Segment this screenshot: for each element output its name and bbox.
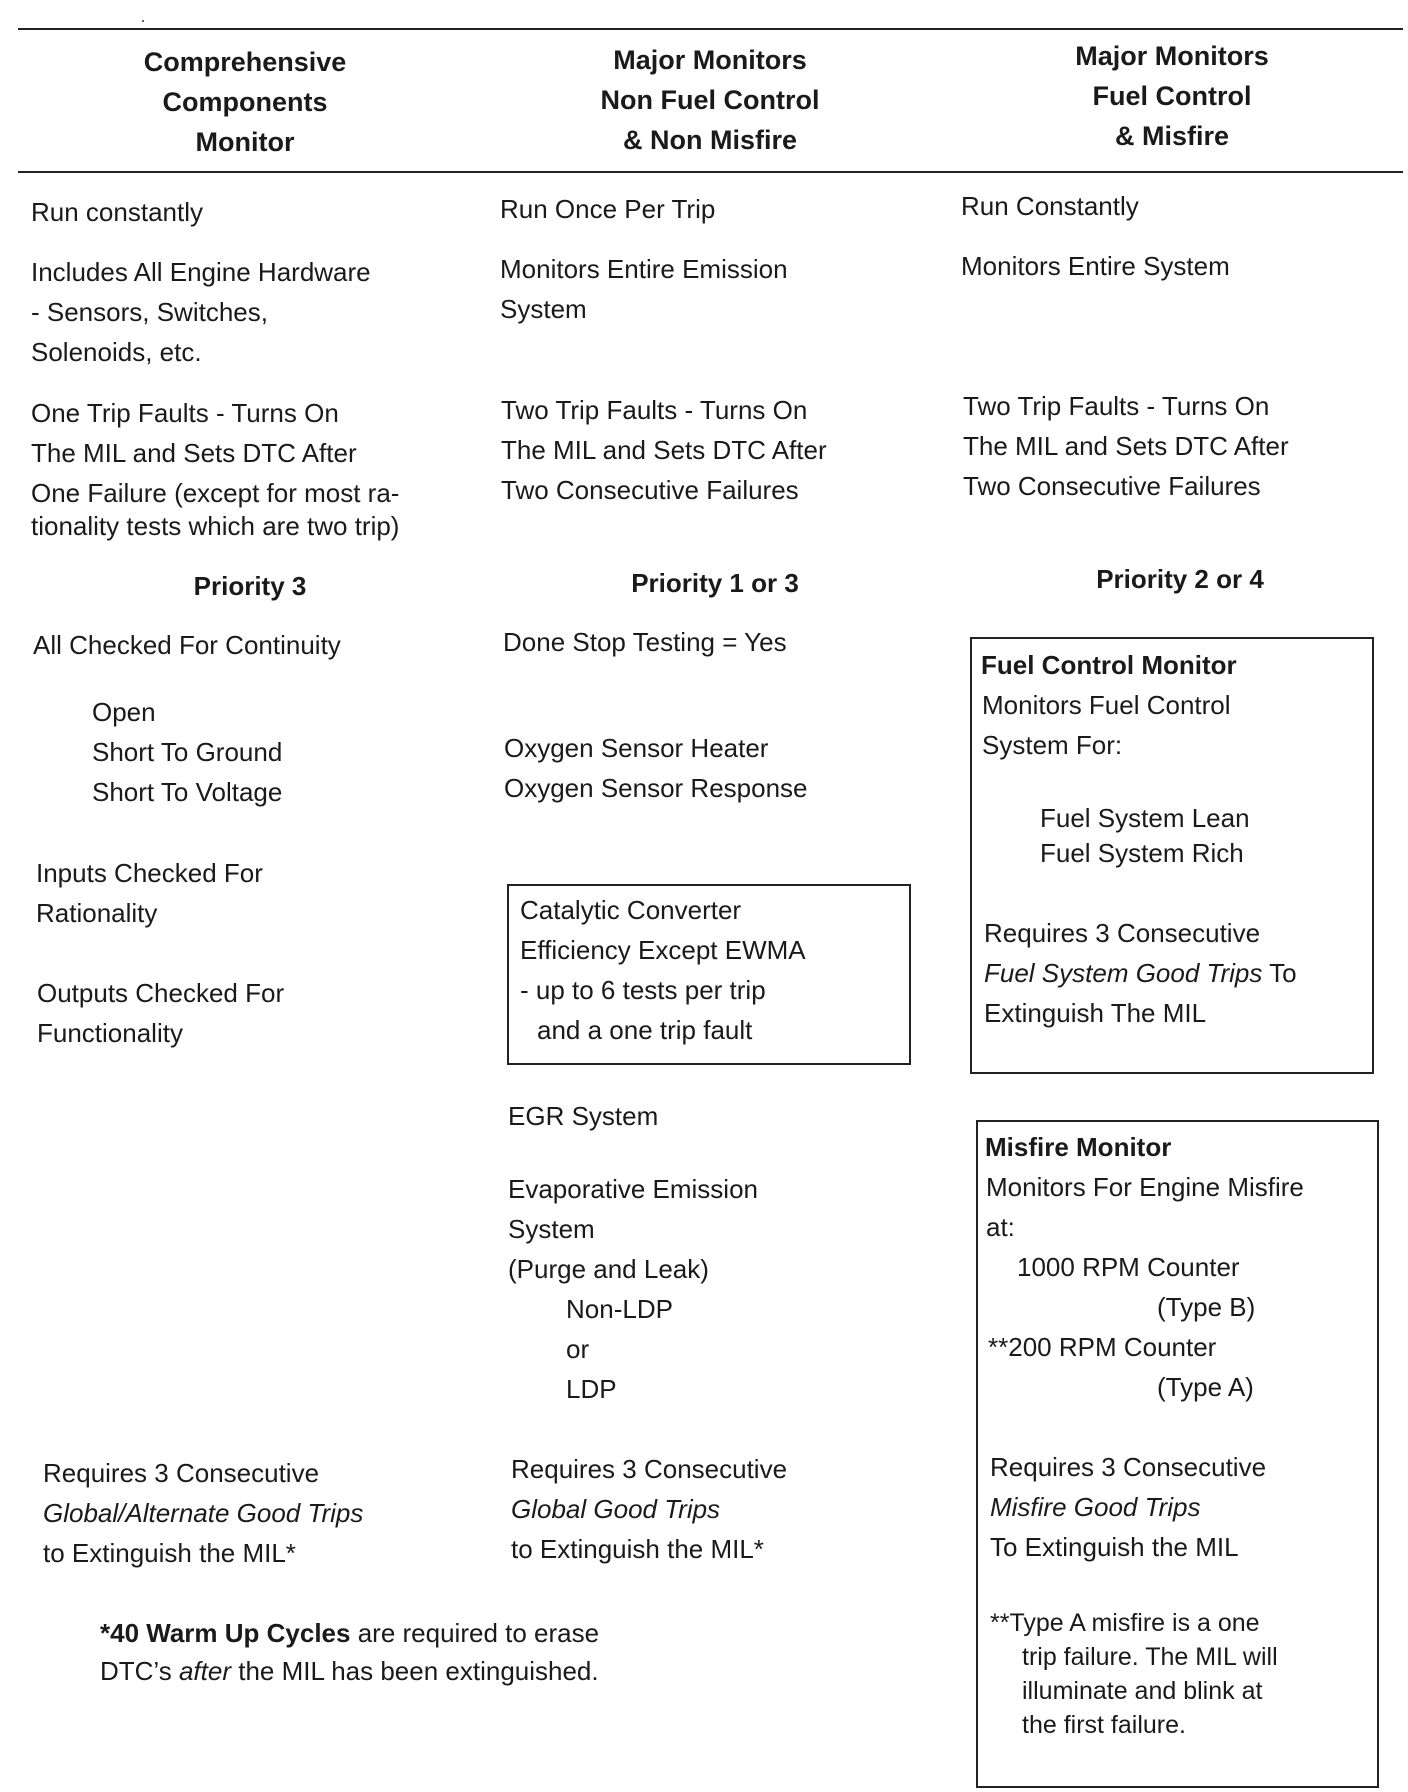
- col2-evap-1: Evaporative Emission: [508, 1174, 758, 1204]
- header-col1-line3: Monitor: [195, 127, 295, 157]
- col2-run: Run Once Per Trip: [500, 194, 716, 224]
- col1-faults-4: tionality tests which are two trip): [31, 511, 400, 541]
- fuel-box-req2-italic: Fuel System Good Trips: [984, 958, 1263, 988]
- col1-short-voltage: Short To Voltage: [92, 777, 283, 807]
- misfire-req2: Misfire Good Trips: [990, 1492, 1201, 1522]
- footnote-rest1: are required to erase: [350, 1618, 600, 1648]
- header-col3-line1: Major Monitors: [1075, 41, 1269, 71]
- header-col1-line2: Components: [162, 87, 328, 117]
- header-col2: [535, 40, 885, 160]
- col3-monitors: Monitors Entire System: [961, 251, 1230, 281]
- col3-run: Run Constantly: [961, 191, 1139, 221]
- col1-short-ground: Short To Ground: [92, 737, 283, 767]
- col1-includes-2: - Sensors, Switches,: [31, 297, 268, 327]
- fuel-box-req2: [984, 953, 1297, 993]
- col1-priority: Priority 3: [193, 571, 307, 601]
- header-col2-line3: & Non Misfire: [622, 125, 797, 155]
- col1-faults-1: One Trip Faults - Turns On: [31, 398, 339, 428]
- col1-open: Open: [92, 697, 156, 727]
- col2-requires-1: Requires 3 Consecutive: [511, 1454, 788, 1484]
- header-col3: [997, 36, 1347, 156]
- misfire-box-title: Misfire Monitor: [985, 1132, 1172, 1162]
- col2-priority: Priority 1 or 3: [631, 568, 799, 598]
- footnote-bold: *40 Warm Up Cycles: [100, 1618, 351, 1648]
- col2-monitors-2: System: [500, 294, 587, 324]
- misfire-type-a: (Type A): [1157, 1372, 1254, 1402]
- col2-requires-3: to Extinguish the MIL*: [511, 1534, 764, 1564]
- col2-catalytic-3: - up to 6 tests per trip: [520, 975, 766, 1005]
- top-rule: [18, 28, 1403, 30]
- col1-includes-1: Includes All Engine Hardware: [31, 257, 371, 287]
- col3-faults-2: The MIL and Sets DTC After: [963, 431, 1289, 461]
- col2-or: or: [566, 1334, 590, 1364]
- fuel-box-req2-rest: To: [1262, 958, 1297, 988]
- misfire-type-b: (Type B): [1157, 1292, 1256, 1322]
- header-col3-line2: Fuel Control: [1092, 81, 1252, 111]
- col2-nonldp: Non-LDP: [566, 1294, 673, 1324]
- col1-outputs-2: Functionality: [37, 1018, 183, 1048]
- fuel-box-rich: Fuel System Rich: [1040, 838, 1244, 868]
- fuel-box-line1: Monitors Fuel Control: [982, 690, 1231, 720]
- col3-priority: Priority 2 or 4: [1096, 564, 1264, 594]
- col2-faults-3: Two Consecutive Failures: [501, 475, 799, 505]
- misfire-note-1: **Type A misfire is a one: [990, 1609, 1260, 1637]
- col3-faults-3: Two Consecutive Failures: [963, 471, 1261, 501]
- misfire-note-2: trip failure. The MIL will: [1022, 1643, 1278, 1671]
- col1-requires-2: Global/Alternate Good Trips: [43, 1498, 364, 1528]
- misfire-req3: To Extinguish the MIL: [990, 1532, 1239, 1562]
- col2-monitors-1: Monitors Entire Emission: [500, 254, 788, 284]
- misfire-box-line2: at:: [986, 1212, 1015, 1242]
- col1-inputs-1: Inputs Checked For: [36, 858, 263, 888]
- header-col3-line3: & Misfire: [1114, 121, 1230, 151]
- speck: [142, 20, 144, 22]
- misfire-note-4: the first failure.: [1022, 1711, 1186, 1739]
- col1-includes-3: Solenoids, etc.: [31, 337, 202, 367]
- col2-oxygen-1: Oxygen Sensor Heater: [504, 733, 769, 763]
- header-col2-line2: Non Fuel Control: [600, 85, 820, 115]
- fuel-box-req3: Extinguish The MIL: [984, 998, 1207, 1028]
- fuel-box-line2: System For:: [982, 730, 1123, 760]
- col2-ldp: LDP: [566, 1374, 617, 1404]
- footnote-italic: after: [178, 1656, 231, 1686]
- col2-oxygen-2: Oxygen Sensor Response: [504, 773, 808, 803]
- col1-faults-2: The MIL and Sets DTC After: [31, 438, 357, 468]
- fuel-box-title: Fuel Control Monitor: [981, 650, 1237, 680]
- col1-run: Run constantly: [31, 197, 203, 227]
- footnote-line2-b: the MIL has been extinguished.: [231, 1656, 599, 1686]
- col2-done: Done Stop Testing = Yes: [503, 627, 787, 657]
- footnote-line2: [100, 1651, 599, 1691]
- col1-faults-3: One Failure (except for most ra-: [31, 478, 400, 508]
- col2-faults-1: Two Trip Faults - Turns On: [501, 395, 808, 425]
- col2-catalytic-4: and a one trip fault: [537, 1015, 753, 1045]
- col2-evap-2: System: [508, 1214, 595, 1244]
- footnote-line1: [100, 1613, 599, 1653]
- col2-faults-2: The MIL and Sets DTC After: [501, 435, 827, 465]
- col2-catalytic-2: Efficiency Except EWMA: [520, 935, 806, 965]
- col3-faults-1: Two Trip Faults - Turns On: [963, 391, 1270, 421]
- misfire-counter2: **200 RPM Counter: [988, 1332, 1217, 1362]
- col1-inputs-2: Rationality: [36, 898, 158, 928]
- misfire-counter1: 1000 RPM Counter: [1017, 1252, 1240, 1282]
- col1-requires-3: to Extinguish the MIL*: [43, 1538, 296, 1568]
- header-col2-line1: Major Monitors: [613, 45, 807, 75]
- header-rule: [18, 171, 1403, 173]
- footnote-line2-a: DTC’s: [100, 1656, 179, 1686]
- fuel-box-req1: Requires 3 Consecutive: [984, 918, 1261, 948]
- col2-egr: EGR System: [508, 1101, 659, 1131]
- col1-continuity: All Checked For Continuity: [33, 630, 341, 660]
- col2-requires-2: Global Good Trips: [511, 1494, 721, 1524]
- col2-evap-3: (Purge and Leak): [508, 1254, 709, 1284]
- misfire-req1: Requires 3 Consecutive: [990, 1452, 1267, 1482]
- col1-requires-1: Requires 3 Consecutive: [43, 1458, 320, 1488]
- header-col1: [70, 42, 420, 162]
- fuel-box-lean: Fuel System Lean: [1040, 803, 1250, 833]
- col1-outputs-1: Outputs Checked For: [37, 978, 285, 1008]
- header-col1-line1: Comprehensive: [143, 47, 347, 77]
- misfire-box-line1: Monitors For Engine Misfire: [986, 1172, 1304, 1202]
- col2-catalytic-1: Catalytic Converter: [520, 895, 742, 925]
- misfire-note-3: illuminate and blink at: [1022, 1677, 1263, 1705]
